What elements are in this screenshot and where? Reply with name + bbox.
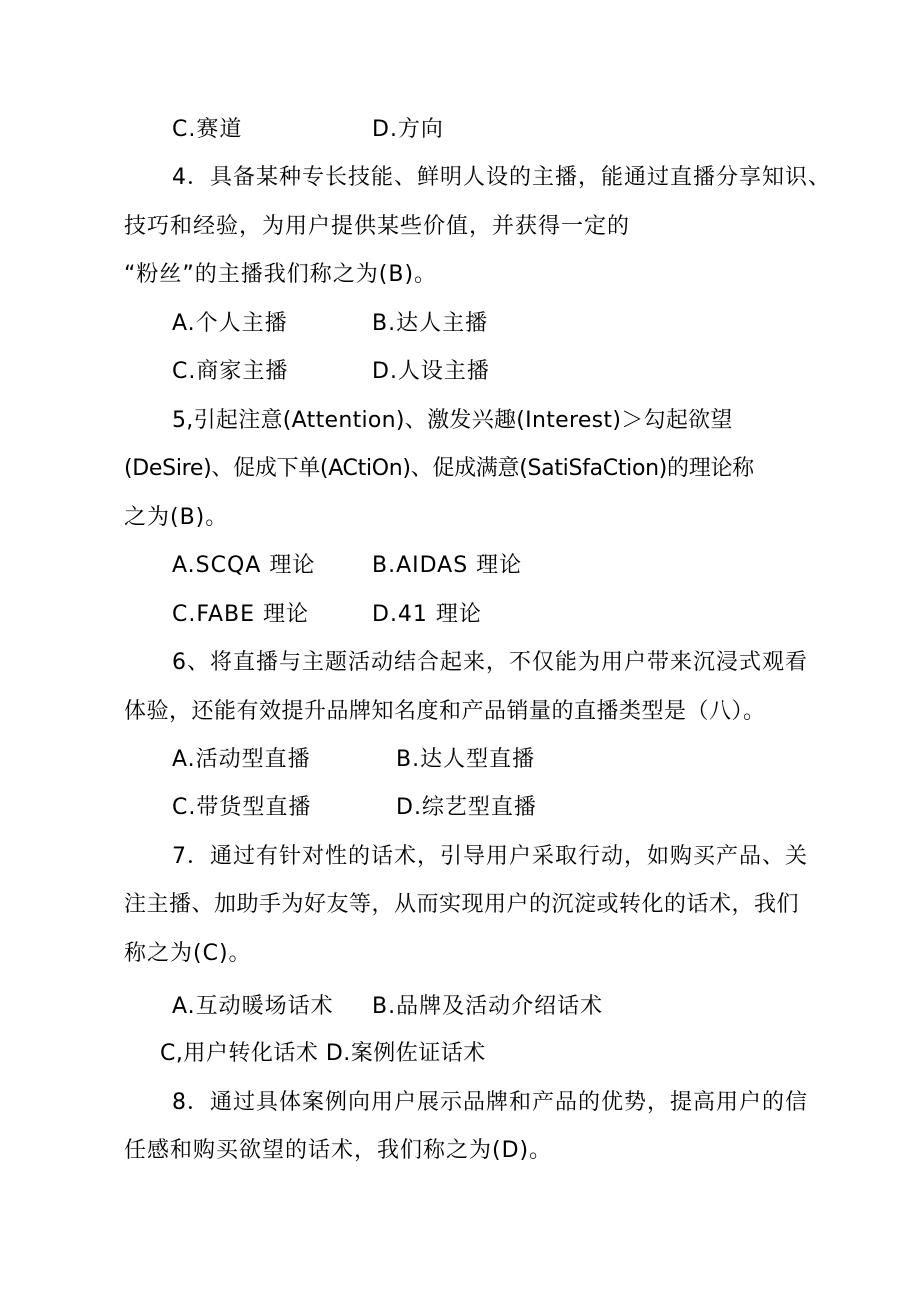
q5-option-c: C.FABE 理论: [172, 602, 310, 627]
q5-text-line3: 之为(B)。: [124, 505, 229, 530]
q6-text-line2: 体验，还能有效提升品牌知名度和产品销量的直播类型是（八）。: [124, 699, 766, 724]
q4-text-line2: 技巧和经验，为用户提供某些价值，并获得一定的: [124, 214, 631, 239]
q6-text-line1: 6、将直播与主题活动结合起来，不仅能为用户带来沉浸式观看: [172, 650, 808, 675]
q8-text-line1: 8．通过具体案例向用户展示品牌和产品的优势，提高用户的信: [172, 1090, 808, 1115]
q6-option-a: A.活动型直播: [172, 747, 311, 772]
q3-option-c: C.赛道: [172, 117, 243, 142]
q4-option-d: D.人设主播: [372, 359, 490, 384]
q4-text-line1: 4．具备某种专长技能、鲜明人设的主播，能通过直播分享知识、: [172, 165, 831, 190]
q6-option-c: C.带货型直播: [172, 795, 312, 820]
q7-text-line2: 注主播、加助手为好友等，从而实现用户的沉淀或转化的话术，我们: [124, 892, 800, 917]
q6-option-b: B.达人型直播: [396, 747, 536, 772]
q7-text-line1: 7．通过有针对性的话术，引导用户采取行动，如购买产品、关: [172, 844, 808, 869]
q6-option-d: D.综艺型直播: [396, 795, 537, 820]
q4-option-a: A.个人主播: [172, 311, 288, 336]
q5-option-d: D.41 理论: [372, 602, 482, 627]
q7-text-line3: 称之为(C)。: [124, 941, 252, 966]
q7-option-a: A.互动暖场话术: [172, 994, 334, 1019]
q5-option-a: A.SCQA 理论: [172, 553, 316, 578]
q7-option-c-d: C,用户转化话术 D.案例佐证话术: [160, 1041, 486, 1066]
q4-option-b: B.达人主播: [372, 311, 489, 336]
q3-option-d: D.方向: [372, 117, 444, 142]
q5-text-line2: (DeSire)、促成下单(ACtiOn)、促成满意(SatiSfaCtion)的理论称: [124, 456, 754, 481]
q8-text-line2: 任感和购买欲望的话术，我们称之为(D)。: [124, 1138, 553, 1163]
q5-option-b: B.AIDAS 理论: [372, 553, 523, 578]
q4-option-c: C.商家主播: [172, 359, 289, 384]
q4-text-line3: “粉丝”的主播我们称之为(B)。: [124, 262, 438, 287]
q7-option-b: B.品牌及活动介绍话术: [372, 994, 604, 1019]
q5-text-line1: 5,引起注意(Attention)、激发兴趣(Interest)＞勾起欲望: [172, 408, 733, 433]
